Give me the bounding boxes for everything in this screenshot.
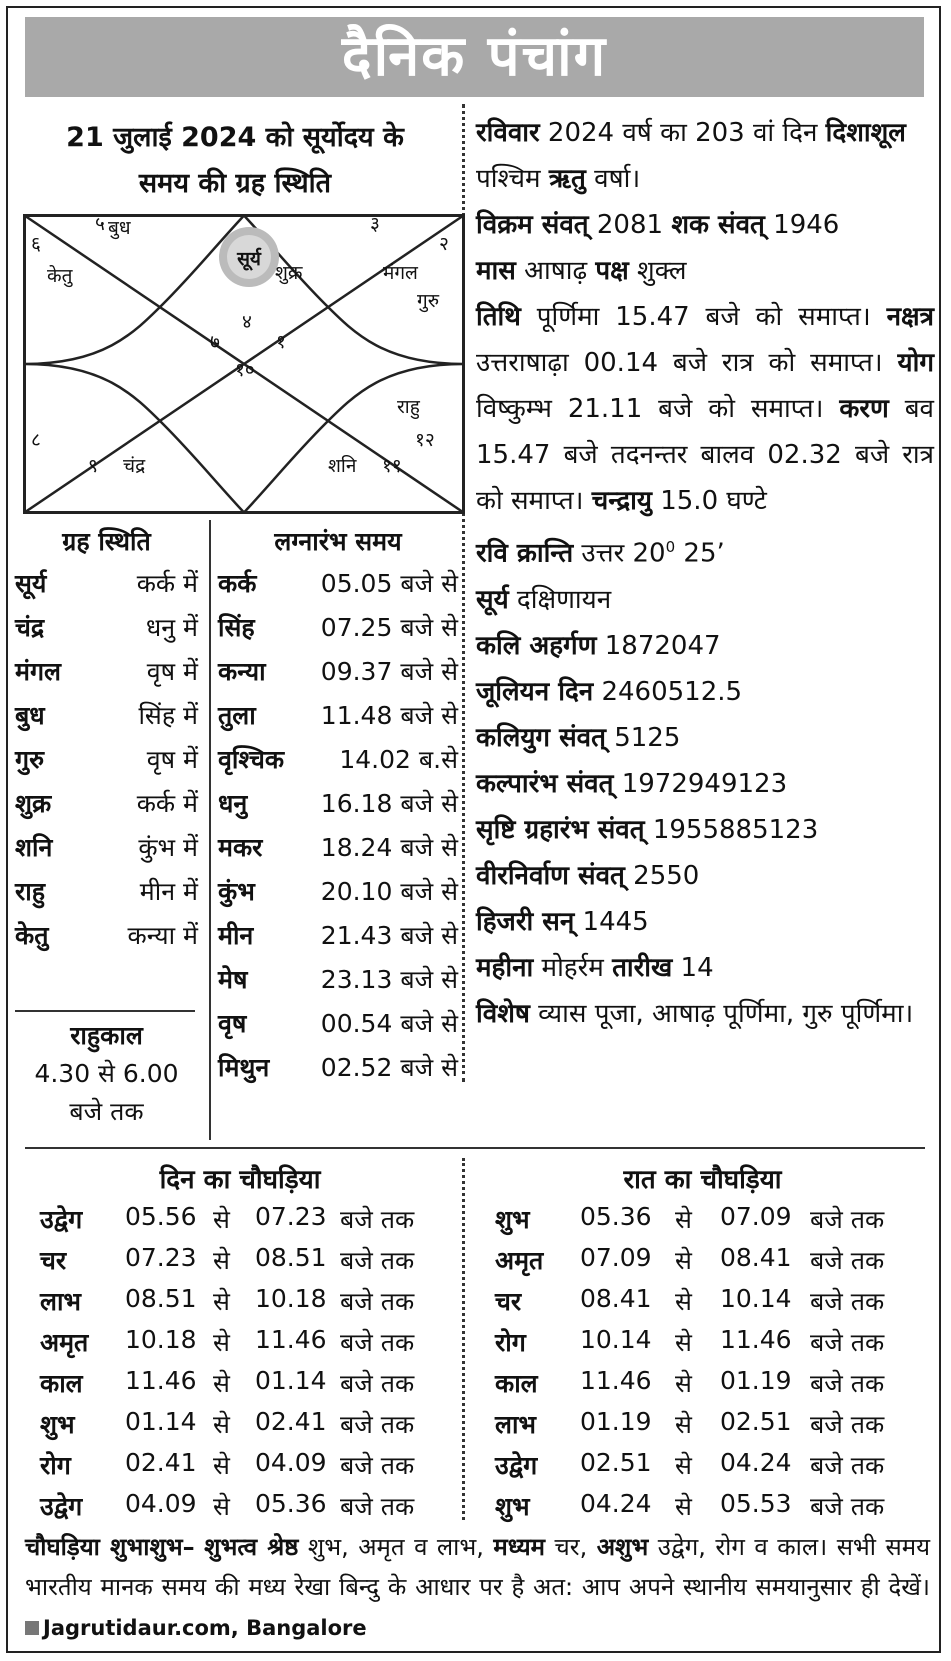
choghadiya-name: लाभ (40, 1287, 82, 1316)
choghadiya-se: से (675, 1287, 692, 1316)
choghadiya-from: 05.56 (125, 1202, 197, 1231)
lagna-name: मेष (218, 965, 248, 994)
choghadiya-name: शुभ (40, 1410, 75, 1439)
label-tarikh: तारीख (612, 952, 673, 983)
lagna-row (218, 566, 458, 606)
choghadiya-suffix: बजे तक (340, 1492, 415, 1521)
label-karan: करण (839, 394, 889, 424)
choghadiya-from: 10.18 (125, 1325, 197, 1354)
lagna-time: 21.43 बजे से (320, 921, 458, 950)
choghadiya-se: से (213, 1328, 230, 1357)
choghadiya-row (495, 1407, 935, 1447)
rahukaal-suffix: बजे तक (69, 1097, 144, 1126)
choghadiya-row (40, 1325, 480, 1365)
choghadiya-suffix: बजे तक (340, 1410, 415, 1439)
lagna-row (218, 654, 458, 694)
chart-heading (15, 115, 455, 207)
value-ravi-kranti-minutes: 25’ (675, 538, 725, 569)
house-number-12: १२ (415, 429, 435, 451)
choghadiya-to: 07.23 (255, 1202, 327, 1231)
detail-veernirvan-samvat (476, 853, 934, 899)
raat-choghadiya-heading: रात का चौघड़िया (623, 1165, 782, 1195)
graha-rashi: कर्क में (136, 789, 198, 818)
choghadiya-to: 04.09 (255, 1448, 327, 1477)
choghadiya-row (40, 1202, 480, 1242)
panchang-details (476, 110, 934, 1037)
graha-row (15, 654, 198, 694)
choghadiya-suffix: बजे तक (810, 1287, 885, 1316)
choghadiya-name: अमृत (40, 1328, 89, 1357)
choghadiya-from: 08.41 (580, 1284, 652, 1313)
value-paksh: शुक्ल (628, 256, 687, 286)
graha-rashi: कुंभ में (138, 833, 198, 862)
choghadiya-row (40, 1407, 480, 1447)
graha-rashi: वृष में (146, 657, 198, 686)
choghadiya-suffix: बजे तक (340, 1369, 415, 1398)
section-divider (25, 1147, 925, 1149)
choghadiya-from: 04.24 (580, 1489, 652, 1518)
label-paksh: पक्ष (595, 256, 629, 286)
lagna-time: 00.54 बजे से (320, 1009, 458, 1038)
choghadiya-from: 10.14 (580, 1325, 652, 1354)
choghadiya-to: 10.14 (720, 1284, 792, 1313)
page-title: दैनिक पंचांग (25, 17, 924, 97)
choghadiya-to: 10.18 (255, 1284, 327, 1313)
value-shak-samvat: 1946 (764, 210, 840, 240)
detail-kalparambh-samvat (476, 761, 934, 807)
choghadiya-se: से (675, 1328, 692, 1357)
planet-budh: बुध (108, 217, 131, 239)
rahukaal-time: 4.30 से 6.00 (34, 1059, 179, 1088)
graha-rashi: वृष में (146, 745, 198, 774)
graha-name: केतु (15, 921, 49, 950)
label-nakshatra: नक्षत्र (886, 302, 934, 332)
choghadiya-name: शुभ (495, 1205, 530, 1234)
rahukaal-heading: राहुकाल (70, 1021, 143, 1050)
value-hijri: 1445 (574, 906, 649, 937)
value-yog: विष्कुम्भ 21.11 बजे को समाप्त। (476, 394, 840, 424)
footer-text-madhyam: चर, (545, 1533, 597, 1561)
choghadiya-suffix: बजे तक (340, 1287, 415, 1316)
choghadiya-se: से (213, 1410, 230, 1439)
lagna-time: 05.05 बजे से (320, 569, 458, 598)
choghadiya-suffix: बजे तक (340, 1451, 415, 1480)
choghadiya-name: चर (495, 1287, 522, 1316)
choghadiya-to: 11.46 (720, 1325, 792, 1354)
value-ritu: वर्षा। (585, 164, 641, 194)
lagna-row (218, 698, 458, 738)
planet-rahu: राहु (397, 396, 420, 418)
choghadiya-se: से (675, 1369, 692, 1398)
value-weekday: 2024 वर्ष का 203 वां दिन (539, 118, 826, 148)
detail-srishti-samvat (476, 807, 934, 853)
choghadiya-suffix: बजे तक (810, 1492, 885, 1521)
graha-sthiti-heading: ग्रह स्थिति (62, 527, 151, 556)
value-tithi: पूर्णिमा 15.47 बजे को समाप्त। (520, 302, 887, 332)
choghadiya-from: 05.36 (580, 1202, 652, 1231)
footer-label-ashubh: अशुभ (596, 1533, 649, 1561)
choghadiya-suffix: बजे तक (340, 1205, 415, 1234)
choghadiya-name: शुभ (495, 1492, 530, 1521)
footer-text-shubh: शुभ, अमृत व लाभ, (298, 1533, 494, 1561)
choghadiya-name: रोग (40, 1451, 71, 1480)
house-number-2: २ (439, 233, 449, 255)
lagna-name: मिथुन (218, 1053, 270, 1082)
lagna-name: सिंह (218, 613, 255, 642)
footer-label-choghadiya: चौघड़िया शुभाशुभ– (25, 1533, 195, 1561)
choghadiya-from: 08.51 (125, 1284, 197, 1313)
lagna-row (218, 610, 458, 650)
choghadiya-suffix: बजे तक (810, 1451, 885, 1480)
lagna-name: कर्क (218, 569, 257, 598)
detail-samvat (476, 202, 934, 248)
choghadiya-row (495, 1366, 935, 1406)
house-number-5: ५ (95, 214, 105, 235)
detail-maas (476, 248, 934, 294)
lagna-time: 23.13 बजे से (320, 965, 458, 994)
chart-heading-line1: 21 जुलाई 2024 को सूर्योदय के (66, 122, 404, 153)
label-kalparambh-samvat: कल्पारंभ संवत् (476, 768, 614, 799)
lagna-row (218, 1006, 458, 1046)
value-kaliyug-samvat: 5125 (605, 722, 681, 753)
house-number-3: ३ (370, 214, 380, 235)
lagna-row (218, 786, 458, 826)
choghadiya-name: काल (40, 1369, 83, 1398)
value-vishesh: व्यास पूजा, आषाढ़ पूर्णिमा, गुरु पूर्णिमा। (529, 998, 914, 1029)
choghadiya-row (495, 1284, 935, 1324)
choghadiya-from: 11.46 (580, 1366, 652, 1395)
graha-rashi: मीन में (139, 877, 198, 906)
detail-ravi-kranti (476, 524, 934, 577)
choghadiya-suffix: बजे तक (810, 1246, 885, 1275)
lagna-row (218, 1050, 458, 1090)
choghadiya-to: 02.41 (255, 1407, 327, 1436)
choghadiya-from: 02.41 (125, 1448, 197, 1477)
house-number-4: ४ (242, 311, 252, 333)
value-karan: बव 15.47 बजे तदनन्तर बालव 02.32 बजे रात्र को समाप्त। (476, 394, 934, 516)
house-number-9: ९ (88, 455, 98, 477)
graha-row (15, 566, 198, 606)
graha-name: शनि (15, 833, 53, 862)
choghadiya-to: 02.51 (720, 1407, 792, 1436)
choghadiya-from: 02.51 (580, 1448, 652, 1477)
choghadiya-to: 05.36 (255, 1489, 327, 1518)
label-tithi: तिथि (476, 302, 521, 332)
graha-row (15, 830, 198, 870)
choghadiya-name: लाभ (495, 1410, 537, 1439)
footer-text-ashubh: उद्वेग, रोग व काल। सभी समय भारतीय मानक समय की मध्य रेखा बिन्दु के आधार पर है अत: आप अपने स्थानीय समयानुसार ही देखें। (25, 1533, 930, 1601)
detail-mahina (476, 945, 934, 991)
graha-name: मंगल (15, 657, 61, 686)
choghadiya-row (40, 1489, 480, 1529)
footer-note (25, 1527, 930, 1648)
graha-rashi: धनु में (145, 613, 198, 642)
graha-row (15, 786, 198, 826)
choghadiya-name: अमृत (495, 1246, 544, 1275)
choghadiya-name: उद्वेग (495, 1451, 538, 1480)
lagna-name: कुंभ (218, 877, 255, 906)
value-veernirvan-samvat: 2550 (624, 860, 700, 891)
value-srishti-samvat: 1955885123 (644, 814, 819, 845)
value-tarikh: 14 (672, 952, 714, 983)
square-icon (25, 1621, 39, 1635)
label-mahina: महीना (476, 952, 534, 983)
kundli-chart (23, 214, 465, 514)
lagna-time: 07.25 बजे से (320, 613, 458, 642)
choghadiya-se: से (675, 1451, 692, 1480)
lagna-name: मकर (218, 833, 263, 862)
detail-kali-ahargan (476, 623, 934, 669)
label-chandrayu: चन्द्रायु (591, 486, 652, 516)
sun-label: सूर्य (237, 248, 261, 270)
lagna-name: वृश्चिक (218, 745, 285, 774)
choghadiya-suffix: बजे तक (340, 1328, 415, 1357)
choghadiya-row (40, 1284, 480, 1324)
graha-name: शुक्र (15, 789, 52, 818)
choghadiya-name: चर (40, 1246, 67, 1275)
value-chandrayu: 15.0 घण्टे (651, 486, 767, 516)
choghadiya-to: 08.41 (720, 1243, 792, 1272)
choghadiya-from: 07.09 (580, 1243, 652, 1272)
value-ravi-kranti-degree: 0 (665, 538, 676, 556)
value-nakshatra: उत्तराषाढ़ा 00.14 बजे रात्र को समाप्त। (476, 348, 898, 378)
value-surya: दक्षिणायन (508, 584, 612, 615)
label-ritu: ऋतु (548, 164, 586, 194)
choghadiya-se: से (213, 1205, 230, 1234)
planet-shani: शनि (328, 455, 357, 477)
choghadiya-row (495, 1325, 935, 1365)
detail-vishesh (476, 991, 934, 1037)
choghadiya-suffix: बजे तक (810, 1410, 885, 1439)
house-number-6: ६ (31, 233, 41, 255)
label-julian-day: जूलियन दिन (476, 676, 594, 707)
choghadiya-from: 04.09 (125, 1489, 197, 1518)
lagna-time: 02.52 बजे से (320, 1053, 458, 1082)
din-choghadiya-heading: दिन का चौघड़िया (159, 1165, 321, 1195)
house-number-1: १ (276, 331, 286, 353)
house-number-10: १० (235, 359, 255, 381)
label-yog: योग (897, 348, 934, 378)
graha-row (15, 610, 198, 650)
choghadiya-name: रोग (495, 1328, 526, 1357)
value-julian-day: 2460512.5 (593, 676, 743, 707)
lagna-time: 16.18 बजे से (320, 789, 458, 818)
lagna-row (218, 874, 458, 914)
graha-row (15, 742, 198, 782)
value-vikram-samvat: 2081 (588, 210, 672, 240)
graha-row (15, 874, 198, 914)
detail-tithi-paragraph (476, 294, 934, 524)
detail-weekday (476, 110, 934, 202)
lagna-row (218, 918, 458, 958)
choghadiya-se: से (213, 1369, 230, 1398)
lagna-name: मीन (218, 921, 254, 950)
lagna-name: धनु (218, 789, 248, 818)
choghadiya-name: उद्वेग (40, 1492, 83, 1521)
lagna-name: वृष (218, 1009, 247, 1038)
graha-rashi: सिंह में (138, 701, 198, 730)
graha-name: गुरु (15, 745, 45, 774)
house-number-7: ७ (210, 331, 220, 353)
choghadiya-se: से (213, 1492, 230, 1521)
lagna-name: कन्या (218, 657, 266, 686)
planet-guru: गुरु (417, 290, 440, 312)
choghadiya-to: 05.53 (720, 1489, 792, 1518)
choghadiya-to: 04.24 (720, 1448, 792, 1477)
choghadiya-suffix: बजे तक (810, 1328, 885, 1357)
choghadiya-name: उद्वेग (40, 1205, 83, 1234)
planet-chandra: चंद्र (123, 455, 146, 477)
planet-mangal: मंगल (383, 262, 418, 284)
choghadiya-se: से (213, 1451, 230, 1480)
value-kali-ahargan: 1872047 (596, 630, 721, 661)
choghadiya-to: 07.09 (720, 1202, 792, 1231)
value-ravi-kranti: उत्तर 20 (573, 538, 666, 569)
choghadiya-suffix: बजे तक (810, 1369, 885, 1398)
label-kali-ahargan: कलि अहर्गण (476, 630, 597, 661)
lagna-time: 09.37 बजे से (320, 657, 458, 686)
graha-name: सूर्य (15, 569, 47, 598)
planet-shukra: शुक्र (275, 262, 303, 284)
detail-julian-day (476, 669, 934, 715)
lagna-row (218, 962, 458, 1002)
graha-rashi: कन्या में (127, 921, 198, 950)
lagna-time: 11.48 बजे से (320, 701, 458, 730)
choghadiya-suffix: बजे तक (340, 1246, 415, 1275)
detail-kaliyug-samvat (476, 715, 934, 761)
graha-name: बुध (15, 701, 45, 730)
choghadiya-row (495, 1243, 935, 1283)
house-number-8: ८ (31, 429, 41, 451)
choghadiya-row (40, 1366, 480, 1406)
choghadiya-name: काल (495, 1369, 538, 1398)
label-veernirvan-samvat: वीरनिर्वाण संवत् (476, 860, 625, 891)
label-ravi-kranti: रवि क्रान्ति (476, 538, 574, 569)
choghadiya-to: 01.19 (720, 1366, 792, 1395)
choghadiya-se: से (675, 1246, 692, 1275)
footer-label-madhyam: मध्यम (493, 1533, 546, 1561)
footer-brand: Jagrutidaur.com, Bangalore (43, 1616, 367, 1640)
lagna-time: 14.02 ब.से (339, 745, 458, 774)
choghadiya-from: 01.19 (580, 1407, 652, 1436)
choghadiya-suffix: बजे तक (810, 1205, 885, 1234)
lagna-time: 18.24 बजे से (320, 833, 458, 862)
house-number-11: ११ (382, 455, 402, 477)
label-dishashool: दिशाशूल (825, 118, 906, 148)
label-vikram-samvat: विक्रम संवत् (476, 210, 589, 240)
lagna-time: 20.10 बजे से (320, 877, 458, 906)
label-srishti-samvat: सृष्टि ग्रहारंभ संवत् (476, 814, 645, 845)
value-kalparambh-samvat: 1972949123 (613, 768, 788, 799)
choghadiya-to: 11.46 (255, 1325, 327, 1354)
graha-row (15, 918, 198, 958)
lagna-name: तुला (218, 701, 256, 730)
column-divider-graha-lagna (209, 520, 211, 1140)
label-weekday: रविवार (476, 118, 540, 148)
choghadiya-row (40, 1448, 480, 1488)
rahukaal-divider (15, 1010, 195, 1012)
graha-name: चंद्र (15, 613, 45, 642)
label-kaliyug-samvat: कलियुग संवत् (476, 722, 606, 753)
detail-surya (476, 577, 934, 623)
detail-hijri (476, 899, 934, 945)
choghadiya-se: से (213, 1246, 230, 1275)
choghadiya-se: से (675, 1410, 692, 1439)
choghadiya-se: से (675, 1492, 692, 1521)
choghadiya-row (495, 1448, 935, 1488)
choghadiya-to: 08.51 (255, 1243, 327, 1272)
chart-heading-line2: समय की ग्रह स्थिति (138, 168, 332, 199)
footer-label-shubhatva: शुभत्व श्रेष्ठ (204, 1533, 299, 1561)
value-mahina: मोहर्रम (533, 952, 613, 983)
label-surya: सूर्य (476, 584, 509, 615)
choghadiya-se: से (675, 1205, 692, 1234)
value-maas: आषाढ़ (515, 256, 596, 286)
label-vishesh: विशेष (476, 998, 530, 1029)
lagnarambh-heading: लग्नारंभ समय (274, 527, 402, 556)
lagna-row (218, 742, 458, 782)
choghadiya-row (40, 1243, 480, 1283)
choghadiya-row (495, 1489, 935, 1529)
graha-name: राहु (15, 877, 45, 906)
value-dishashool: पश्चिम (476, 164, 549, 194)
choghadiya-row (495, 1202, 935, 1242)
choghadiya-from: 01.14 (125, 1407, 197, 1436)
graha-row (15, 698, 198, 738)
label-hijri: हिजरी सन् (476, 906, 575, 937)
choghadiya-from: 11.46 (125, 1366, 197, 1395)
graha-rashi: कर्क में (136, 569, 198, 598)
choghadiya-to: 01.14 (255, 1366, 327, 1395)
label-maas: मास (476, 256, 516, 286)
label-shak-samvat: शक संवत् (671, 210, 765, 240)
choghadiya-se: से (213, 1287, 230, 1316)
lagna-row (218, 830, 458, 870)
choghadiya-from: 07.23 (125, 1243, 197, 1272)
planet-ketu: केतु (47, 265, 73, 287)
